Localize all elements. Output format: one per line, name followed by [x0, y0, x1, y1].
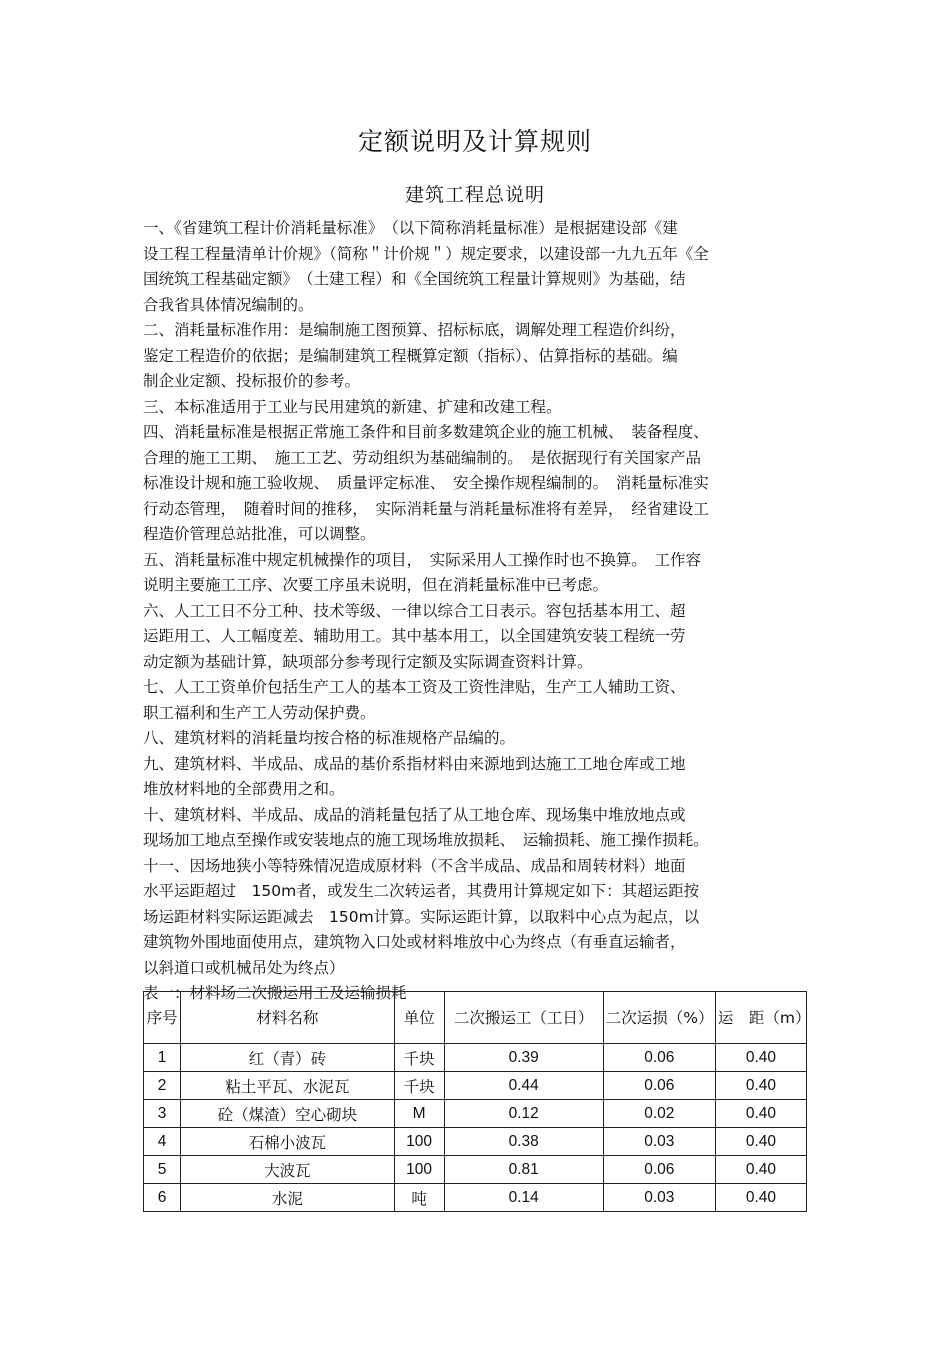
text-line: 现场加工地点至操作或安装地点的施工现场堆放损耗、 运输损耗、施工操作损耗。 [143, 831, 709, 849]
table-row [144, 1128, 807, 1156]
table-row [144, 1044, 807, 1072]
cell-loss: 0.02 [603, 1100, 715, 1128]
text-line: 堆放材料地的全部费用之和。 [143, 780, 345, 798]
cell-distance: 0.40 [715, 1184, 806, 1212]
page-subtitle: 建筑工程总说明 [404, 184, 545, 206]
cell-unit: 100 [394, 1128, 444, 1156]
cell-labor: 0.14 [444, 1184, 603, 1212]
text-line: 五、消耗量标准中规定机械操作的项目， 实际采用人工操作时也不换算。 工作容 [143, 550, 702, 569]
text-line: 九、建筑材料、半成品、成品的基价系指材料由来源地到达施工工地仓库或工地 [143, 754, 686, 773]
text-line: 十、建筑材料、半成品、成品的消耗量包括了从工地仓库、现场集中堆放地点或 [143, 805, 686, 824]
text-line: 三、本标准适用于工业与民用建筑的新建、扩建和改建工程。 [143, 397, 562, 416]
cell-distance: 0.40 [715, 1072, 806, 1100]
text-line: 鉴定工程造价的依据；是编制建筑工程概算定额（指标）、估算指标的基础。编 [143, 346, 678, 365]
cell-no: 1 [144, 1044, 181, 1072]
cell-no: 3 [144, 1100, 181, 1128]
cell-no: 2 [144, 1072, 181, 1100]
text-line: 运距用工、人工幅度差、辅助用工。其中基本用工，以全国建筑安装工程统一劳 [143, 627, 686, 645]
text-line: 水平运距超过 150m者，或发生二次转运者，其费用计算规定如下：其超运距按 [143, 882, 700, 900]
cell-loss: 0.06 [603, 1156, 715, 1184]
text-line: 七、人工工资单价包括生产工人的基本工资及工资性津贴，生产工人辅助工资、 [143, 678, 686, 696]
text-line: 制企业定额、投标报价的参考。 [143, 372, 361, 390]
body-text [143, 216, 823, 1007]
text-line: 合理的施工工期、 施工工艺、劳动组织为基础编制的。 是依据现行有关国家产品 [143, 448, 702, 467]
table-row [144, 1184, 807, 1212]
text-line: 行动态管理， 随着时间的推移， 实际消耗量与消耗量标准将有差异， 经省建设工 [143, 499, 709, 518]
header-unit: 单位 [394, 992, 444, 1044]
text-line: 动定额为基础计算，缺项部分参考现行定额及实际调查资料计算。 [143, 652, 593, 671]
text-line: 四、消耗量标准是根据正常施工条件和目前多数建筑企业的施工机械、 装备程度、 [143, 423, 709, 441]
text-line: 以斜道口或机械吊处为终点） [143, 958, 345, 977]
table-row [144, 1072, 807, 1100]
cell-unit: 吨 [394, 1184, 444, 1212]
cell-labor: 0.38 [444, 1128, 603, 1156]
cell-distance: 0.40 [715, 1100, 806, 1128]
cell-name: 红（青）砖 [181, 1044, 394, 1072]
page-title: 定额说明及计算规则 [357, 127, 592, 156]
cell-no: 4 [144, 1128, 181, 1156]
text-line: 十一、因场地狭小等特殊情况造成原材料（不含半成品、成品和周转材料）地面 [143, 856, 686, 875]
cell-loss: 0.06 [603, 1072, 715, 1100]
header-labor: 二次搬运工（工日） [444, 992, 603, 1044]
cell-name: 粘土平瓦、水泥瓦 [181, 1072, 394, 1100]
table-row [144, 1100, 807, 1128]
cell-name: 水泥 [181, 1184, 394, 1212]
text-line: 职工福利和生产工人劳动保护费。 [143, 703, 376, 722]
text-line: 二、消耗量标准作用：是编制施工图预算、招标标底，调解处理工程造价纠纷， [143, 321, 686, 339]
header-loss: 二次运损（%） [603, 992, 715, 1044]
material-transport-table [143, 991, 811, 1212]
table-header-row [144, 992, 807, 1044]
text-line: 场运距材料实际运距减去 150m计算。实际运距计算，以取料中心点为起点，以 [143, 907, 700, 926]
cell-labor: 0.44 [444, 1072, 603, 1100]
cell-distance: 0.40 [715, 1044, 806, 1072]
cell-name: 大波瓦 [181, 1156, 394, 1184]
text-line: 标准设计规和施工验收规、 质量评定标准、 安全操作规程编制的。 消耗量标准实 [143, 474, 709, 492]
header-no: 序号 [144, 992, 181, 1044]
cell-unit: M [394, 1100, 444, 1128]
cell-labor: 0.81 [444, 1156, 603, 1184]
cell-name: 石棉小波瓦 [181, 1128, 394, 1156]
text-line: 八、建筑材料的消耗量均按合格的标准规格产品编的。 [143, 729, 516, 747]
cell-loss: 0.03 [603, 1128, 715, 1156]
header-name: 材料名称 [181, 992, 394, 1044]
cell-no: 5 [144, 1156, 181, 1184]
cell-labor: 0.12 [444, 1100, 603, 1128]
text-line: 一、《省建筑工程计价消耗量标准》 （以下简称消耗量标准）是根据建设部《建 [143, 219, 678, 237]
text-line: 合我省具体情况编制的。 [143, 295, 314, 314]
cell-name: 砼（煤渣）空心砌块 [181, 1100, 394, 1128]
cell-loss: 0.06 [603, 1044, 715, 1072]
text-line: 六、人工工日不分工种、技术等级、一律以综合工日表示。容包括基本用工、超 [143, 601, 686, 620]
header-distance: 运 距（m） [715, 992, 806, 1044]
text-line: 国统筑工程基础定额》 （土建工程）和《全国统筑工程量计算规则》为基础，结 [143, 270, 686, 288]
text-line: 说明主要施工工序、次要工序虽未说明，但在消耗量标准中已考虑。 [143, 576, 609, 594]
table-caption: 表一：材料场二次搬运用工及运输损耗 [143, 984, 407, 1002]
cell-unit: 千块 [394, 1072, 444, 1100]
text-line: 建筑物外围地面使用点，建筑物入口处或材料堆放中心为终点（有垂直运输者， [143, 933, 686, 951]
text-line: 设工程工程量清单计价规》（简称＂计价规＂）规定要求，以建设部一九九五年《全 [143, 244, 709, 263]
cell-unit: 100 [394, 1156, 444, 1184]
cell-distance: 0.40 [715, 1156, 806, 1184]
cell-unit: 千块 [394, 1044, 444, 1072]
table-row [144, 1156, 807, 1184]
cell-distance: 0.40 [715, 1128, 806, 1156]
cell-loss: 0.03 [603, 1184, 715, 1212]
text-line: 程造价管理总站批准，可以调整。 [143, 525, 376, 543]
cell-no: 6 [144, 1184, 181, 1212]
cell-labor: 0.39 [444, 1044, 603, 1072]
